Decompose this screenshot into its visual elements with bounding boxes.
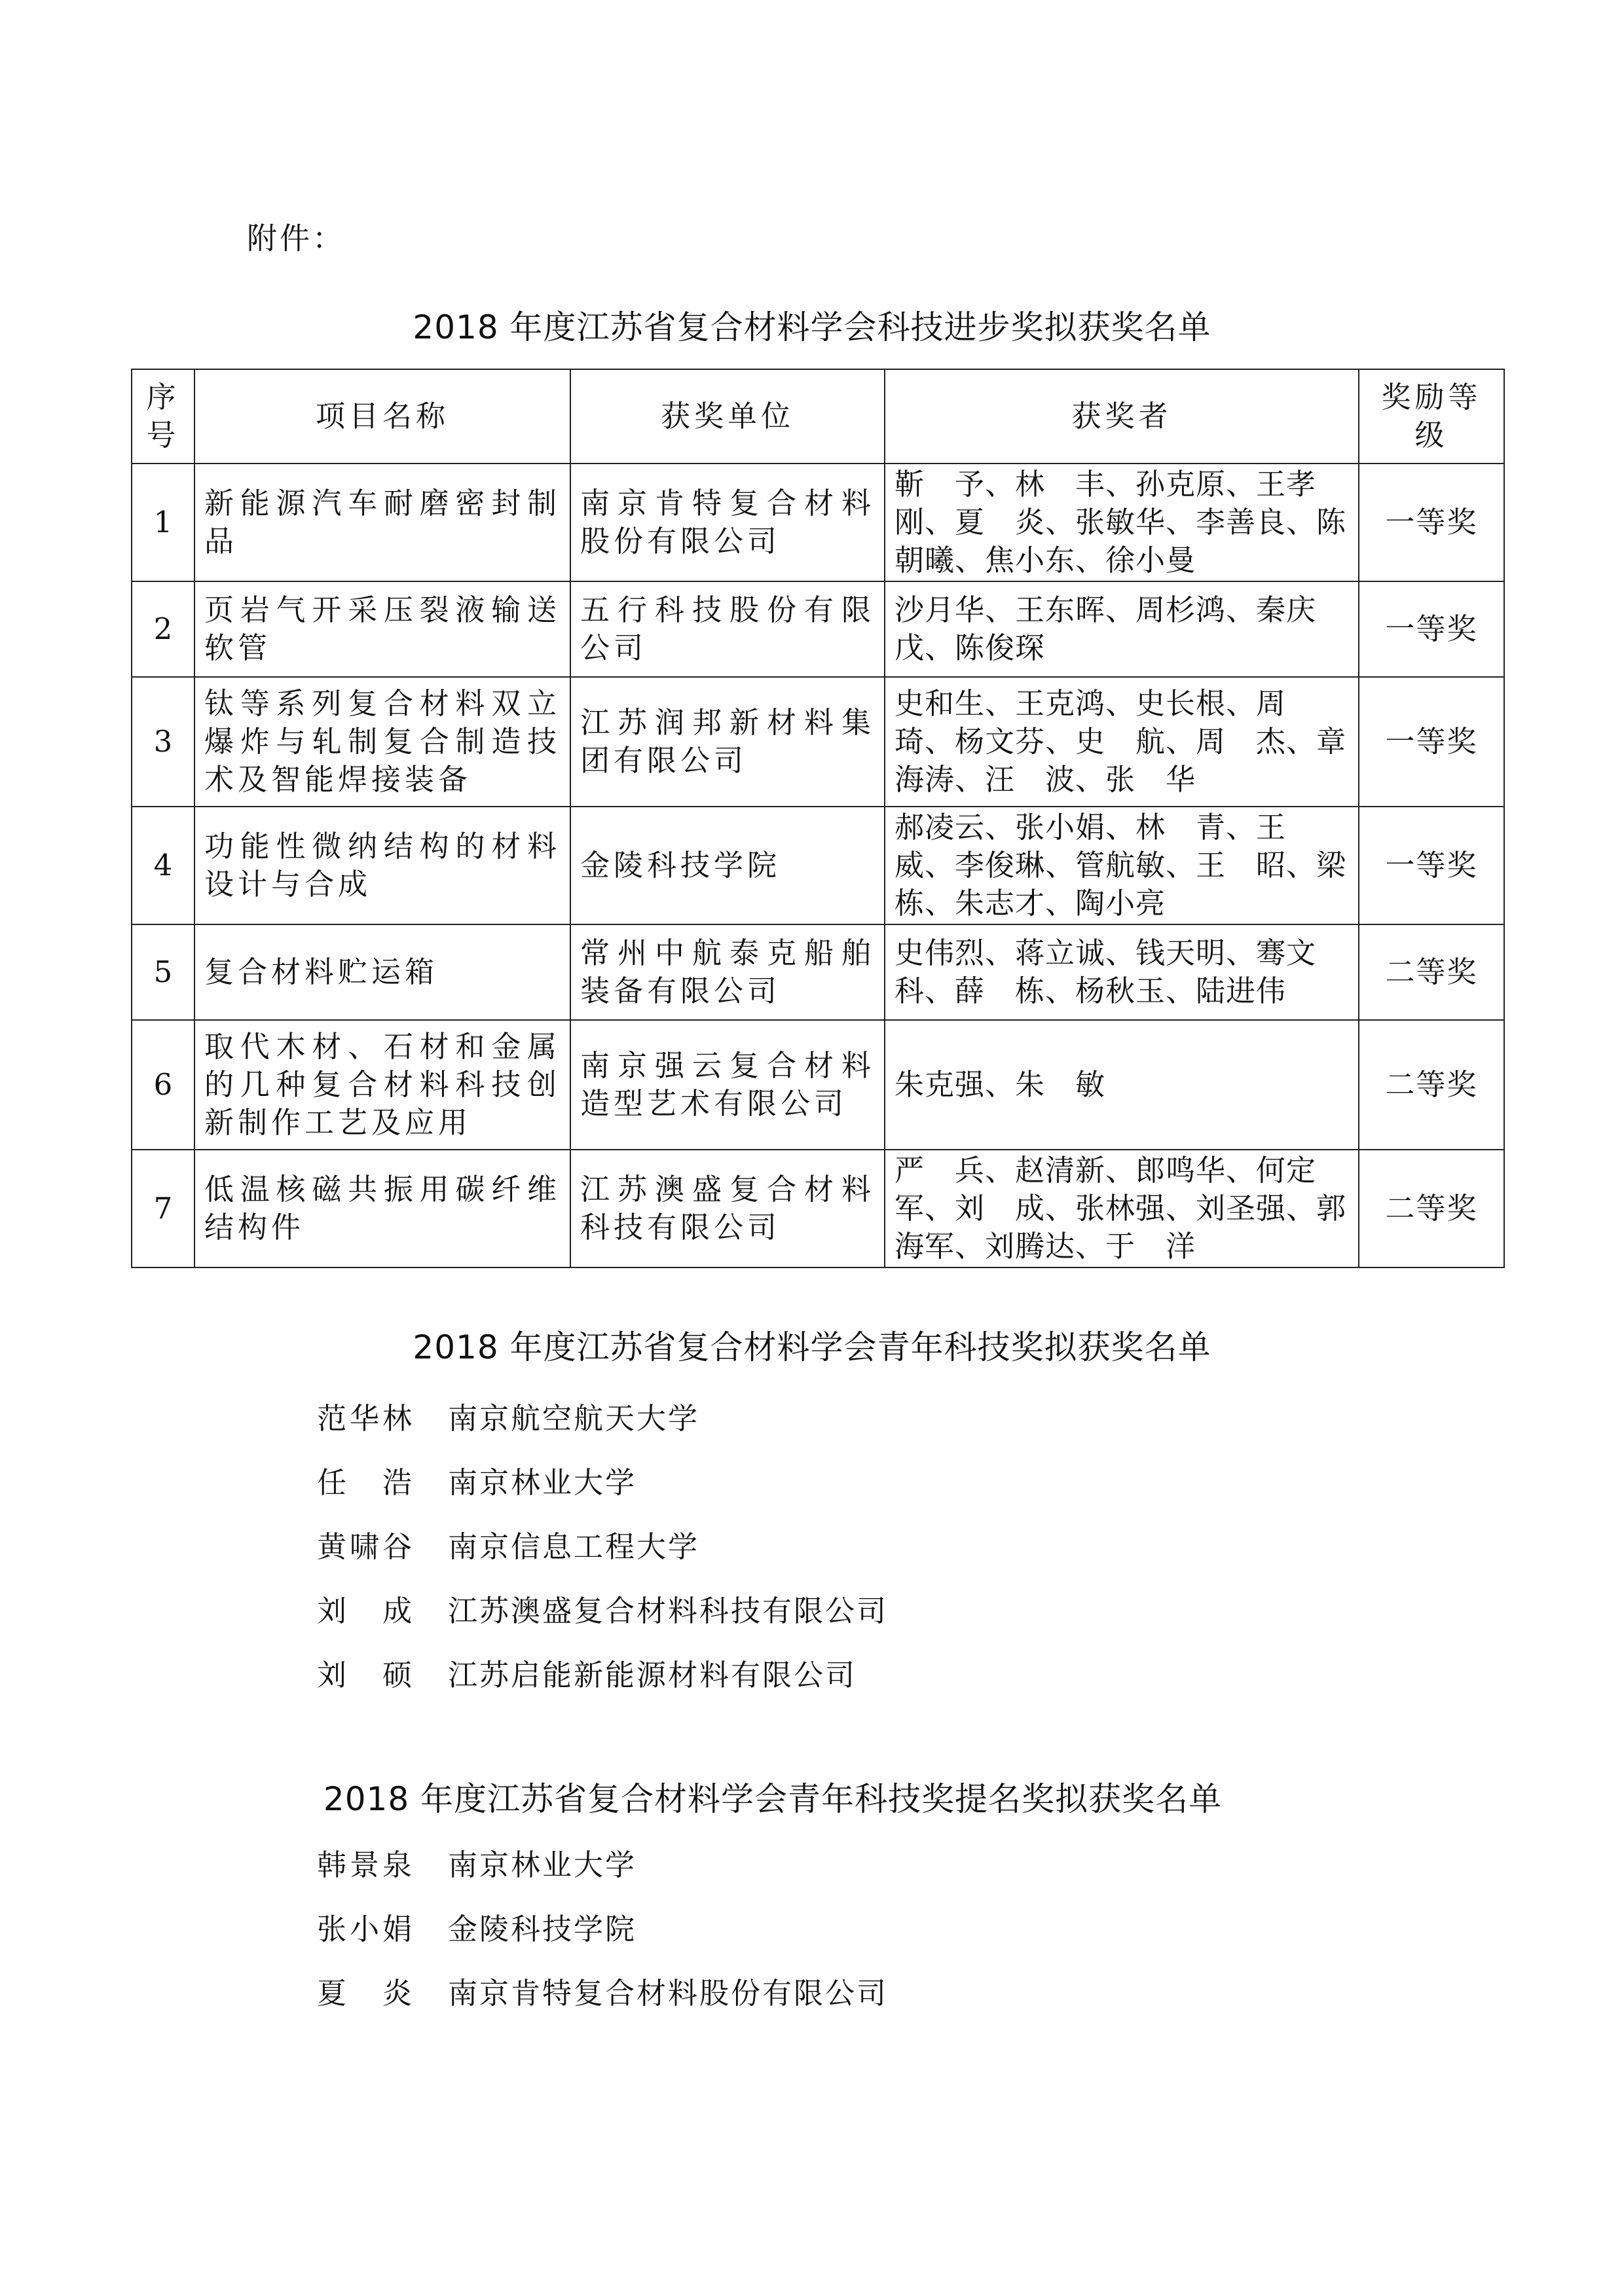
awardee-org: 南京林业大学	[448, 1848, 637, 1882]
youth-nomination-list	[317, 1841, 888, 2033]
table-row	[132, 807, 1504, 924]
cell-no: 5	[132, 924, 194, 1020]
awardee-org: 南京航空航天大学	[448, 1401, 700, 1436]
table-row	[132, 924, 1504, 1020]
list-item	[317, 1969, 888, 2033]
table-row	[132, 1150, 1504, 1267]
cell-no: 4	[132, 807, 194, 924]
cell-winners: 郝凌云、张小娟、林 青、王 威、李俊琳、管航敏、王 昭、梁 栋、朱志才、陶小亮	[885, 807, 1359, 924]
cell-winners: 严 兵、赵清新、郎鸣华、何定军、刘 成、张林强、刘圣强、郭海军、刘腾达、于 洋	[885, 1150, 1359, 1267]
awardee-org: 南京信息工程大学	[448, 1529, 700, 1564]
cell-project-name: 功能性微纳结构的材料设计与合成	[194, 807, 570, 924]
header-unit: 获奖单位	[570, 369, 885, 464]
awardee-org: 南京林业大学	[448, 1465, 637, 1500]
cell-winners: 靳 予、林 丰、孙克原、王孝刚、夏 炎、张敏华、李善良、陈朝曦、焦小东、徐小曼	[885, 464, 1359, 581]
list-item	[317, 1587, 888, 1651]
awardee-org: 南京肯特复合材料股份有限公司	[448, 1976, 889, 2011]
cell-unit: 五行科技股份有限公司	[570, 581, 885, 677]
cell-unit: 江苏润邦新材料集团有限公司	[570, 677, 885, 807]
cell-project-name: 钛等系列复合材料双立爆炸与轧制复合制造技术及智能焊接装备	[194, 677, 570, 807]
list-item	[317, 1459, 888, 1523]
list-item	[317, 1523, 888, 1587]
awardee-name: 张小娟	[317, 1912, 416, 1946]
cell-winners: 史伟烈、蒋立诚、钱天明、骞文科、薛 栋、杨秋玉、陆进伟	[885, 924, 1359, 1020]
cell-no: 7	[132, 1150, 194, 1267]
youth-award-title: 2018 年度江苏省复合材料学会青年科技奖拟获奖名单	[413, 1328, 1211, 1366]
cell-level: 一等奖	[1359, 581, 1504, 677]
cell-project-name: 页岩气开采压裂液输送软管	[194, 581, 570, 677]
header-project-name: 项目名称	[194, 369, 570, 464]
header-level: 奖励等级	[1359, 369, 1504, 464]
cell-no: 2	[132, 581, 194, 677]
cell-level: 一等奖	[1359, 677, 1504, 807]
cell-level: 二等奖	[1359, 1150, 1504, 1267]
list-item	[317, 1841, 888, 1905]
progress-award-table	[131, 369, 1505, 1268]
table-row	[132, 1020, 1504, 1150]
cell-no: 6	[132, 1020, 194, 1150]
awardee-name: 刘 硕	[317, 1658, 416, 1692]
cell-level: 二等奖	[1359, 924, 1504, 1020]
list-item	[317, 1651, 888, 1715]
attachment-label: 附件：	[247, 221, 345, 256]
table-row	[132, 677, 1504, 807]
progress-award-title: 2018 年度江苏省复合材料学会科技进步奖拟获奖名单	[413, 308, 1211, 346]
youth-award-list	[317, 1394, 888, 1715]
awardee-name: 任 浩	[317, 1465, 416, 1500]
cell-unit: 南京强云复合材料造型艺术有限公司	[570, 1020, 885, 1150]
youth-nomination-title: 2018 年度江苏省复合材料学会青年科技奖提名奖拟获奖名单	[323, 1780, 1223, 1818]
cell-unit: 金陵科技学院	[570, 807, 885, 924]
awardee-name: 刘 成	[317, 1594, 416, 1628]
awardee-name: 范华林	[317, 1401, 416, 1436]
list-item	[317, 1905, 888, 1969]
cell-unit: 江苏澳盛复合材料科技有限公司	[570, 1150, 885, 1267]
cell-no: 1	[132, 464, 194, 581]
cell-no: 3	[132, 677, 194, 807]
table-row	[132, 464, 1504, 581]
cell-level: 一等奖	[1359, 807, 1504, 924]
cell-project-name: 取代木材、石材和金属的几种复合材料科技创新制作工艺及应用	[194, 1020, 570, 1150]
cell-unit: 南京肯特复合材料股份有限公司	[570, 464, 885, 581]
header-no: 序号	[132, 369, 194, 464]
awardee-name: 黄啸谷	[317, 1529, 416, 1564]
cell-project-name: 复合材料贮运箱	[194, 924, 570, 1020]
cell-winners: 沙月华、王东晖、周杉鸿、秦庆戊、陈俊琛	[885, 581, 1359, 677]
cell-winners: 朱克强、朱 敏	[885, 1020, 1359, 1150]
awardee-org: 金陵科技学院	[448, 1912, 637, 1946]
table-row	[132, 581, 1504, 677]
cell-unit: 常州中航泰克船舶装备有限公司	[570, 924, 885, 1020]
cell-level: 一等奖	[1359, 464, 1504, 581]
awardee-name: 夏 炎	[317, 1976, 416, 2011]
cell-winners: 史和生、王克鸿、史长根、周 琦、杨文芬、史 航、周 杰、章海涛、汪 波、张 华	[885, 677, 1359, 807]
list-item	[317, 1394, 888, 1459]
cell-level: 二等奖	[1359, 1020, 1504, 1150]
header-winners: 获奖者	[885, 369, 1359, 464]
cell-project-name: 低温核磁共振用碳纤维结构件	[194, 1150, 570, 1267]
awardee-org: 江苏启能新能源材料有限公司	[448, 1658, 857, 1692]
awardee-org: 江苏澳盛复合材料科技有限公司	[448, 1594, 889, 1628]
awardee-name: 韩景泉	[317, 1848, 416, 1882]
table-header-row	[132, 369, 1504, 464]
cell-project-name: 新能源汽车耐磨密封制品	[194, 464, 570, 581]
